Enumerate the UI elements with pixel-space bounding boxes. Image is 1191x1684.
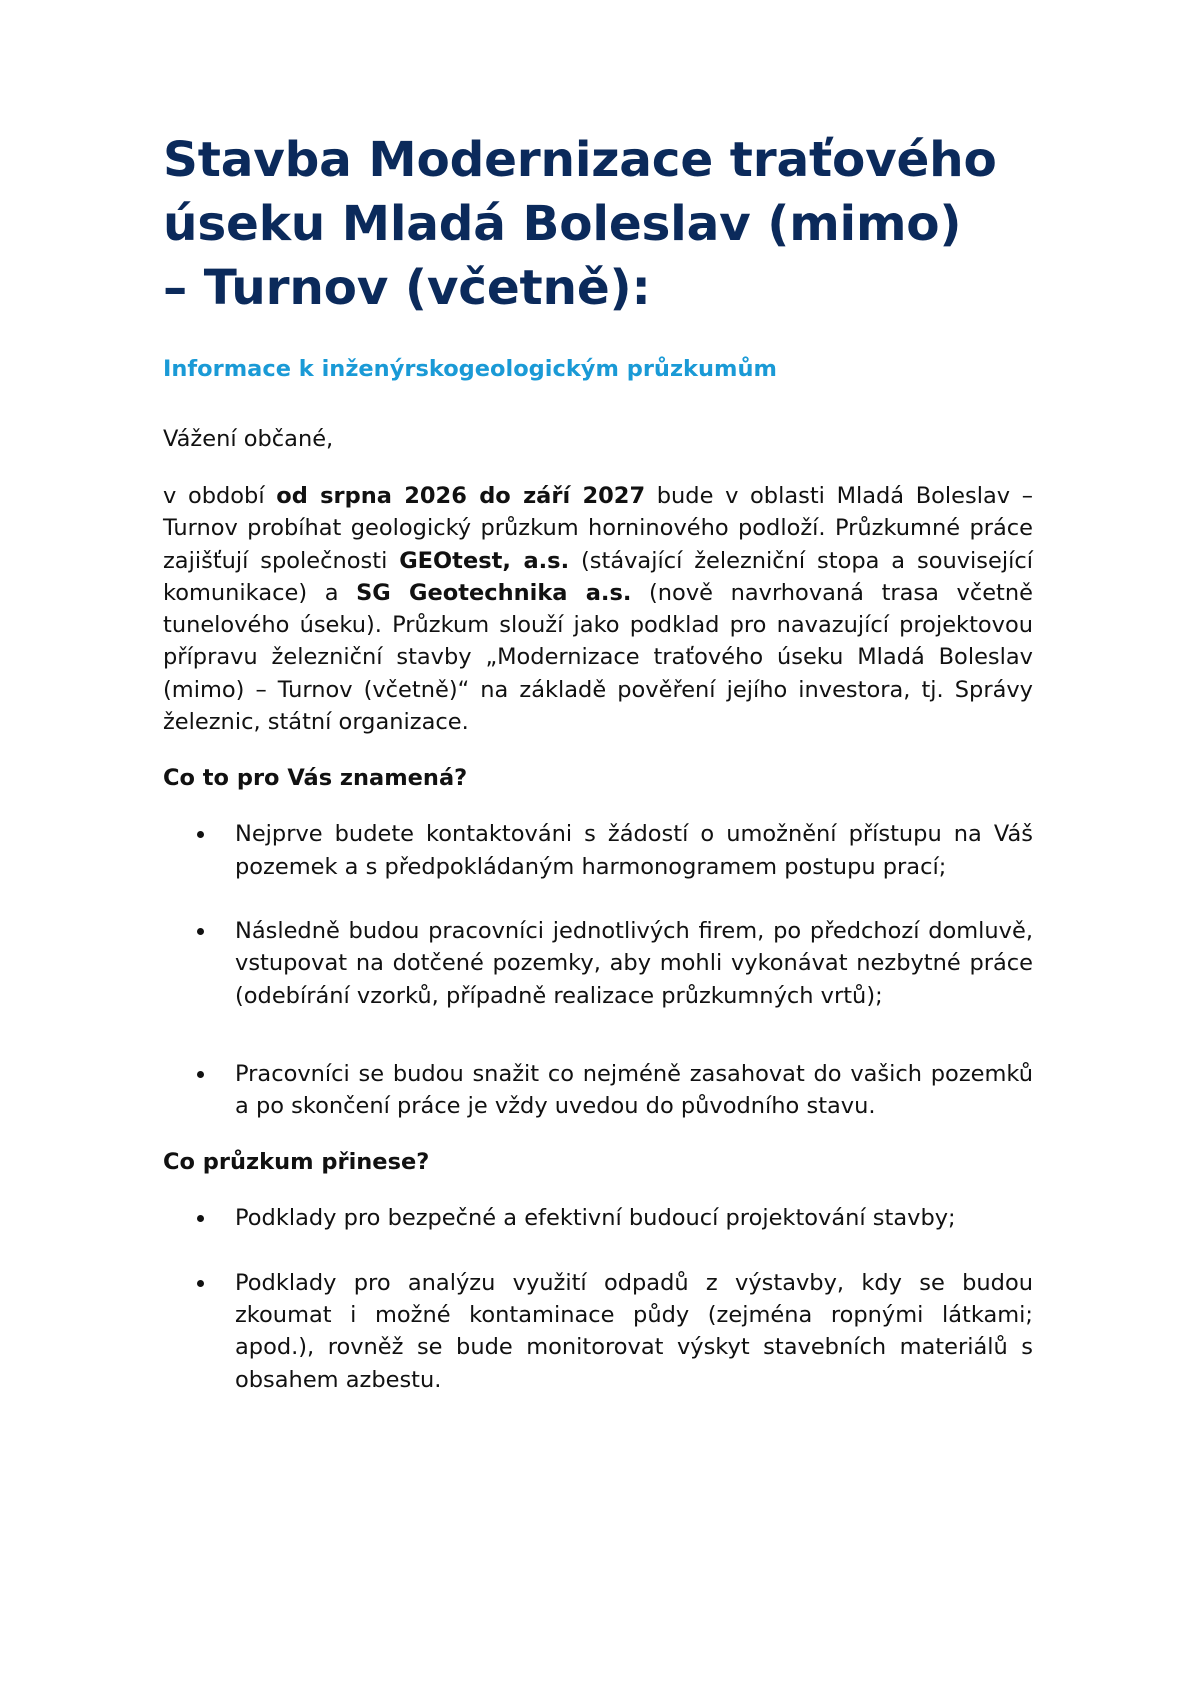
- section-heading-benefits: Co průzkum přinese?: [163, 1149, 430, 1176]
- bullet-icon: [197, 928, 204, 935]
- intro-text-1: v období: [163, 483, 277, 509]
- greeting: Vážení občané,: [163, 426, 334, 452]
- list-item: [163, 1058, 1033, 1123]
- benefits-list: [163, 1202, 1033, 1395]
- list-item-text: Podklady pro analýzu využití odpadů z výstavby, kdy se budou zkoumat i možné kontaminace půdy (zejména ropnými látkami; apod.), rovněž se bude monitorovat výskyt stavebních materiálů s obsahem azbestu.: [235, 1269, 1033, 1393]
- bullet-icon: [197, 831, 204, 838]
- subtitle: Informace k inženýrskogeologickým průzkumům: [163, 356, 777, 382]
- list-item-text: Následně budou pracovníci jednotlivých firem, po předchozí domluvě, vstupovat na dotčené pozemky, aby mohli vykonávat nezbytné práce (odebírání vzorků, případně realizace průzkumných vrtů);: [235, 917, 1033, 1009]
- meaning-list: [163, 818, 1033, 1122]
- intro-text-2: bude v oblasti Mladá Boleslav – Turnov probíhat geologický průzkum horninového podloží. Průzkumné práce zajišťují společnosti: [163, 483, 1033, 574]
- list-item: [163, 915, 1033, 1012]
- title-line-1: Stavba Modernizace traťového: [163, 132, 997, 188]
- intro-text-3: (stávající železniční stopa a související komunikace) a: [163, 547, 1033, 606]
- intro-text-4: (nově navrhovaná trasa včetně tunelového úseku). Průzkum slouží jako podklad pro navazující projektovou přípravu železniční stavby „Modernizace traťového úseku Mladá Boleslav (mimo) – Turnov (včetně)“ na základě pověření jejího investora, tj. Správy železnic, státní organizace.: [163, 579, 1033, 736]
- bullet-icon: [197, 1071, 204, 1078]
- document-page: [163, 128, 1033, 1396]
- list-item: [163, 1202, 1033, 1234]
- section-heading-meaning: Co to pro Vás znamená?: [163, 765, 468, 792]
- bullet-icon: [197, 1215, 204, 1222]
- company-geotest: GEOtest, a.s.: [399, 547, 570, 574]
- page-title: [163, 128, 1033, 320]
- title-line-2: úseku Mladá Boleslav (mimo): [163, 196, 962, 252]
- intro-period: od srpna 2026 do září 2027: [276, 483, 646, 509]
- list-item-text: Pracovníci se budou snažit co nejméně zasahovat do vašich pozemků a po skončení práce je vždy uvedou do původního stavu.: [235, 1060, 1033, 1120]
- list-item-text: Nejprve budete kontaktováni s žádostí o umožnění přístupu na Váš pozemek a s předpokládaným harmonogramem postupu prací;: [235, 821, 1033, 880]
- list-item-text: Podklady pro bezpečné a efektivní budoucí projektování stavby;: [235, 1205, 956, 1232]
- intro-paragraph: [163, 480, 1033, 738]
- list-item: [163, 818, 1033, 883]
- bullet-icon: [197, 1280, 204, 1287]
- company-sg-geotechnika: SG Geotechnika a.s.: [356, 579, 632, 606]
- list-item: [163, 1267, 1033, 1396]
- title-line-3: – Turnov (včetně):: [163, 260, 651, 316]
